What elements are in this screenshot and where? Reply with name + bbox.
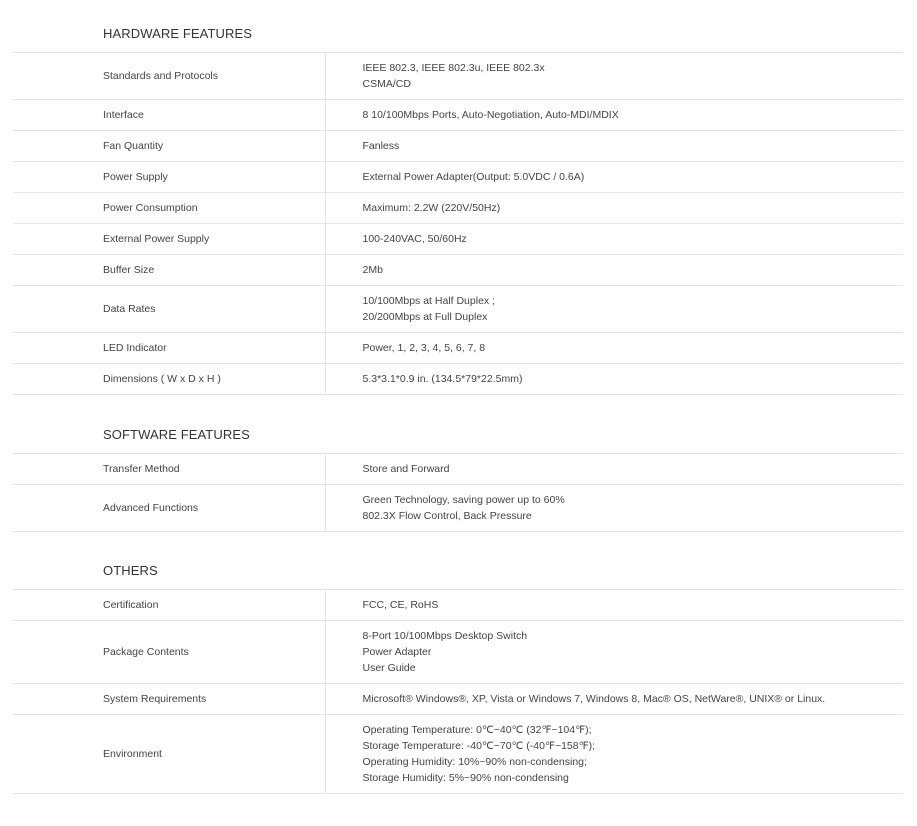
spec-value xyxy=(325,286,903,333)
spec-row-external-power-supply xyxy=(13,224,903,255)
spec-value xyxy=(325,53,903,100)
spec-row-buffer-size xyxy=(13,255,903,286)
spec-value-line: CSMA/CD xyxy=(362,78,411,90)
spec-value xyxy=(325,255,903,286)
spec-row-package-contents xyxy=(13,621,903,684)
spec-value-line: 8 10/100Mbps Ports, Auto-Negotiation, Auto-MDI/MDIX xyxy=(362,109,619,121)
spec-value xyxy=(325,684,903,715)
spec-value-line: Fanless xyxy=(362,140,400,152)
spec-value-line: Operating Humidity: 10%~90% non-condensing; xyxy=(362,756,587,768)
spec-value-line: 802.3X Flow Control, Back Pressure xyxy=(362,510,532,522)
spec-value-line: Power, 1, 2, 3, 4, 5, 6, 7, 8 xyxy=(362,342,486,354)
spec-row-led-indicator xyxy=(13,333,903,364)
spec-label: Interface xyxy=(13,100,325,131)
spec-value xyxy=(325,454,903,485)
spec-value-line: 20/200Mbps at Full Duplex xyxy=(362,311,488,323)
spec-value-line: 2Mb xyxy=(362,264,383,276)
spec-label: Advanced Functions xyxy=(13,485,325,532)
spec-row-system-requirements xyxy=(13,684,903,715)
spec-label: Fan Quantity xyxy=(13,131,325,162)
spec-value-line: 10/100Mbps at Half Duplex ; xyxy=(362,295,495,307)
spec-value xyxy=(325,715,903,794)
spec-value-line: Maximum: 2.2W (220V/50Hz) xyxy=(362,202,501,214)
spec-value-line: Store and Forward xyxy=(362,463,450,475)
spec-value-line: 100-240VAC, 50/60Hz xyxy=(362,233,467,245)
spec-row-power-consumption xyxy=(13,193,903,224)
spec-value xyxy=(325,131,903,162)
spec-value-line: Storage Humidity: 5%~90% non-condensing xyxy=(362,772,569,784)
spec-value xyxy=(325,485,903,532)
spec-label: System Requirements xyxy=(13,684,325,715)
section-title-hardware: HARDWARE FEATURES xyxy=(103,26,253,41)
spec-row-fan-quantity xyxy=(13,131,903,162)
spec-value-line: IEEE 802.3, IEEE 802.3u, IEEE 802.3x xyxy=(362,62,545,74)
spec-label: External Power Supply xyxy=(13,224,325,255)
spec-row-environment xyxy=(13,715,903,794)
spec-value-line: 5.3*3.1*0.9 in. (134.5*79*22.5mm) xyxy=(362,373,523,385)
spec-value xyxy=(325,193,903,224)
spec-label: Environment xyxy=(13,715,325,794)
spec-label: Certification xyxy=(13,590,325,621)
spec-value xyxy=(325,333,903,364)
spec-row-advanced-functions xyxy=(13,485,903,532)
spec-value xyxy=(325,224,903,255)
software-spec-table xyxy=(13,453,903,532)
spec-label: Transfer Method xyxy=(13,454,325,485)
spec-value-line: Operating Temperature: 0℃~40℃ (32℉~104℉); xyxy=(362,724,592,736)
spec-row-interface xyxy=(13,100,903,131)
spec-value xyxy=(325,590,903,621)
spec-label: LED Indicator xyxy=(13,333,325,364)
spec-value-line: Green Technology, saving power up to 60% xyxy=(362,494,565,506)
spec-value-line: Microsoft® Windows®, XP, Vista or Windows 7, Windows 8, Mac® OS, NetWare®, UNIX® or Linux. xyxy=(362,693,826,705)
spec-row-certification xyxy=(13,590,903,621)
spec-value-line: 8-Port 10/100Mbps Desktop Switch xyxy=(362,630,528,642)
spec-value xyxy=(325,162,903,193)
spec-row-data-rates xyxy=(13,286,903,333)
spec-value xyxy=(325,364,903,395)
spec-row-standards xyxy=(13,53,903,100)
spec-label: Package Contents xyxy=(13,621,325,684)
others-spec-table xyxy=(13,589,903,794)
spec-value-line: Power Adapter xyxy=(362,646,432,658)
spec-label: Dimensions ( W x D x H ) xyxy=(13,364,325,395)
section-title-others: OTHERS xyxy=(103,563,158,578)
spec-label: Power Supply xyxy=(13,162,325,193)
spec-value xyxy=(325,100,903,131)
spec-label: Data Rates xyxy=(13,286,325,333)
spec-value xyxy=(325,621,903,684)
spec-value-line: Storage Temperature: -40℃~70℃ (-40℉~158℉); xyxy=(362,740,595,752)
spec-value-line: External Power Adapter(Output: 5.0VDC / 0.6A) xyxy=(362,171,585,183)
spec-value-line: FCC, CE, RoHS xyxy=(362,599,439,611)
spec-row-transfer-method xyxy=(13,454,903,485)
section-title-software: SOFTWARE FEATURES xyxy=(103,427,250,442)
spec-label: Standards and Protocols xyxy=(13,53,325,100)
spec-label: Buffer Size xyxy=(13,255,325,286)
spec-row-power-supply xyxy=(13,162,903,193)
spec-label: Power Consumption xyxy=(13,193,325,224)
spec-row-dimensions xyxy=(13,364,903,395)
hardware-spec-table xyxy=(13,52,903,395)
spec-value-line: User Guide xyxy=(362,662,416,674)
